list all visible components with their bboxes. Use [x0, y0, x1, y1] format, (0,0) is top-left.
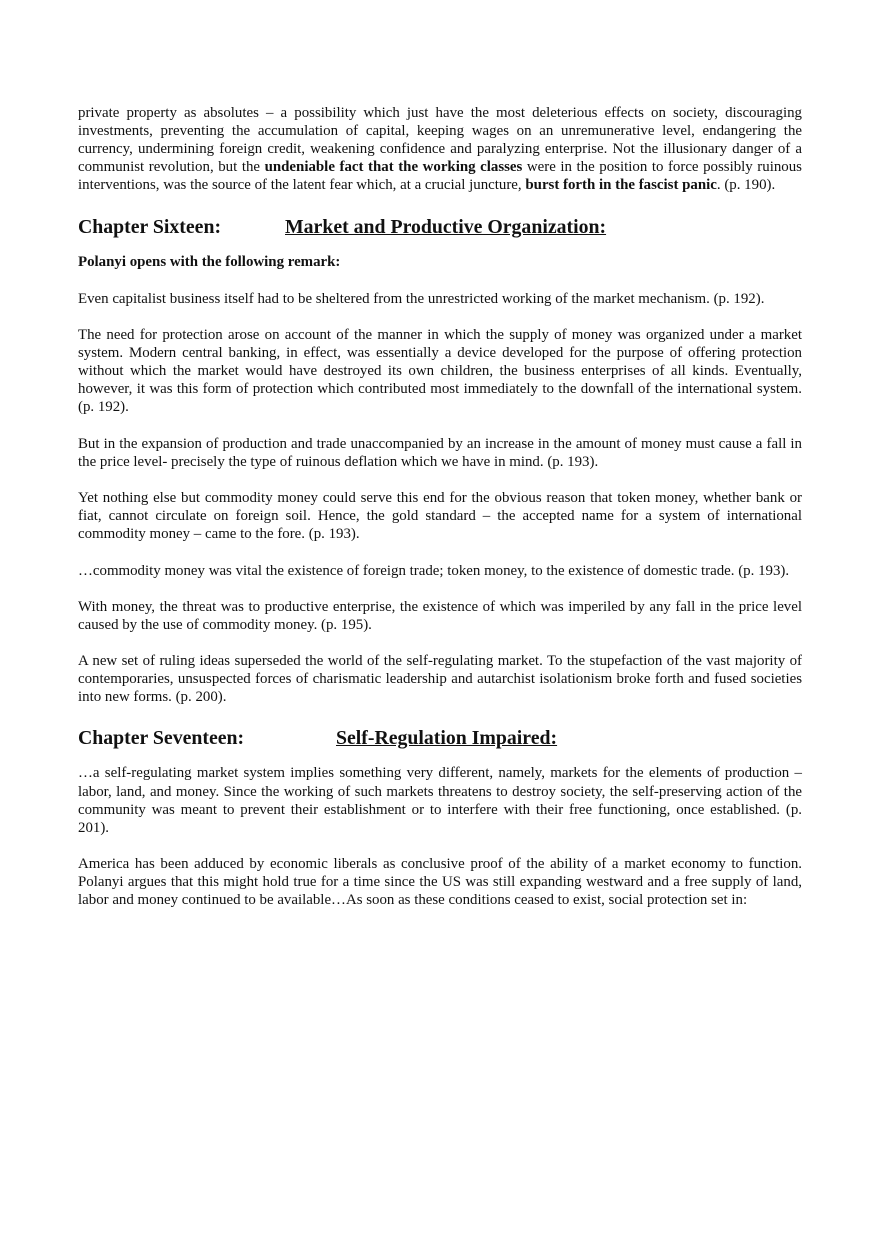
paragraph: America has been adduced by economic liberals as conclusive proof of the ability of a market economy to function. Polanyi argues that this might hold true for a time since the US was still expanding westward and a free supply of land, labor and money continued to be available…As soon as these conditions ceased to exist, social protection set in: [78, 856, 802, 909]
chapter-16-heading [78, 215, 802, 239]
emphasis-working-classes: undeniable fact that the working classes [264, 159, 523, 176]
emphasis-fascist-panic: burst forth in the fascist panic [525, 177, 717, 194]
paragraph: …commodity money was vital the existence of foreign trade; token money, to the existence of domestic trade. (p. 193). [78, 562, 790, 579]
chapter-17-title: Self-Regulation Impaired: [336, 727, 558, 750]
chapter-16-title: Market and Productive Organization: [285, 216, 607, 239]
paragraph: …a self-regulating market system implies something very different, namely, markets for the elements of production – labor, land, and money. Since the working of such markets threatens to destroy society, the self-preserving action of the community was meant to prevent their establishment or to interfere with their free functioning, once established. (p. 201). [78, 765, 802, 836]
paragraph: Yet nothing else but commodity money could serve this end for the obvious reason that token money, whether bank or fiat, cannot circulate on foreign soil. Hence, the gold standard – the accepted name for a system of international commodity money – came to the fore. (p. 193). [78, 490, 802, 543]
chapter-16-label: Chapter Sixteen: [78, 216, 222, 239]
paragraph: The need for protection arose on account of the manner in which the supply of money was organized under a market system. Modern central banking, in effect, was essentially a device developed for the purpose of offering protection without which the market would have destroyed its own children, the business enterprises of all kinds. Eventually, however, it was this form of protection which contributed most immediately to the downfall of the international system. (p. 192). [78, 327, 802, 416]
chapter-16-lead: Polanyi opens with the following remark: [78, 254, 341, 271]
paragraph: Even capitalist business itself had to be sheltered from the unrestricted working of the market mechanism. (p. 192). [78, 290, 765, 307]
intro-paragraph: private property as absolutes – a possibility which just have the most deleterious effects on society, discouraging investments, preventing the accumulation of capital, keeping wages on an unremunerative level, endangering the currency, undermining foreign credit, weakening confidence and paralyzing enterprise. Not the illusionary danger of a communist revolution, but the undeniable fact that the working classes were in the position to force possibly ruinous interventions, was the source of the latent fear which, at a crucial juncture, burst forth in the fascist panic. (p. 190). [78, 105, 802, 194]
chapter-17-heading [78, 726, 802, 750]
paragraph: With money, the threat was to productive enterprise, the existence of which was imperiled by any fall in the price level caused by the use of commodity money. (p. 195). [78, 598, 802, 633]
chapter-17-label: Chapter Seventeen: [78, 727, 245, 750]
paragraph: But in the expansion of production and trade unaccompanied by an increase in the amount of money must cause a fall in the price level- precisely the type of ruinous deflation which we have in mind. (p. 193). [78, 435, 802, 470]
paragraph: A new set of ruling ideas superseded the world of the self-regulating market. To the stupefaction of the vast majority of contemporaries, unsuspected forces of charismatic leadership and autarchist isolationism broke forth and fused societies into new forms. (p. 200). [78, 653, 802, 706]
